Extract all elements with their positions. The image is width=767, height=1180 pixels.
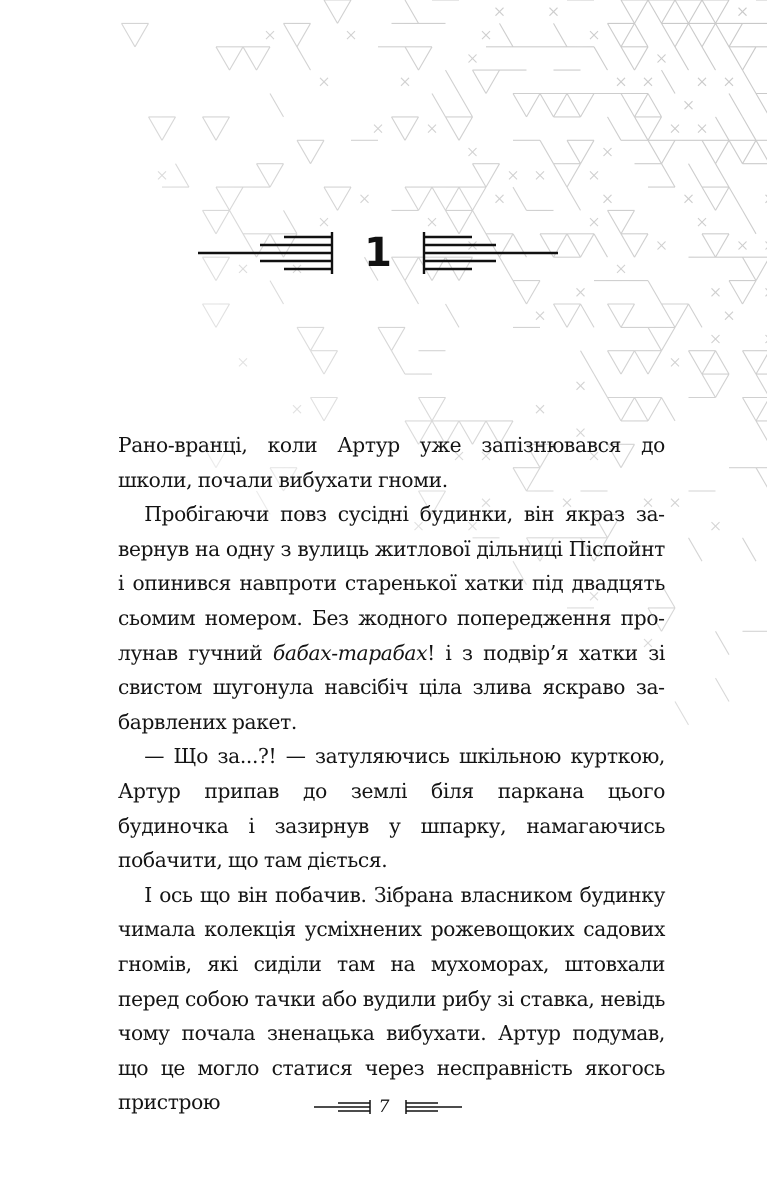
- footer-ornament-left-icon: [314, 1098, 378, 1116]
- text-run: І ось що він побачив. Зібрана власником будинку чимала колекція усміхнених рожевощоких садових гномів, які сиділи там на мухоморах, штовхали перед собою тачки або вудили рибу зі ставка, невідь чому почала зненацька вибухати. Артур подумав, що це могло статися через несправність якогось пристрою: [118, 882, 665, 1115]
- chapter-text: [118, 428, 665, 1120]
- paragraph: [118, 497, 665, 739]
- page-footer: [300, 1092, 467, 1122]
- text-run: Пробігаючи повз сусідні будинки, він якраз завернув на одну з вулиць житлової дільниці Піспойнт і опинився навпроти старенької хатки під двадцять сьомим номером. Без жодного попередження пролунав гучний: [118, 502, 665, 665]
- chapter-number: 1: [364, 230, 392, 276]
- paragraph: [118, 428, 665, 497]
- chapter-heading: [198, 228, 558, 278]
- page-number: 7: [378, 1097, 390, 1117]
- text-run: — Що за...?! — затуляючись шкільною курткою, Артур припав до землі біля паркана цього будиночка і зазирнув у шпарку, намагаючись побачити, що там діється.: [118, 744, 665, 873]
- paragraph: [118, 878, 665, 1120]
- italic-text: бабах-тарабах: [272, 640, 428, 665]
- text-run: Рано-вранці, коли Артур уже запізнювався до школи, почали вибухати гноми.: [118, 433, 665, 492]
- paragraph: [118, 739, 665, 877]
- chapter-ornament-right-icon: [398, 228, 558, 278]
- footer-ornament-right-icon: [398, 1098, 462, 1116]
- chapter-ornament-left-icon: [198, 228, 358, 278]
- text-run: ! і з подвір’я хатки зі свистом шугонула навсібіч ціла злива яскраво забарвлених ракет.: [118, 640, 665, 734]
